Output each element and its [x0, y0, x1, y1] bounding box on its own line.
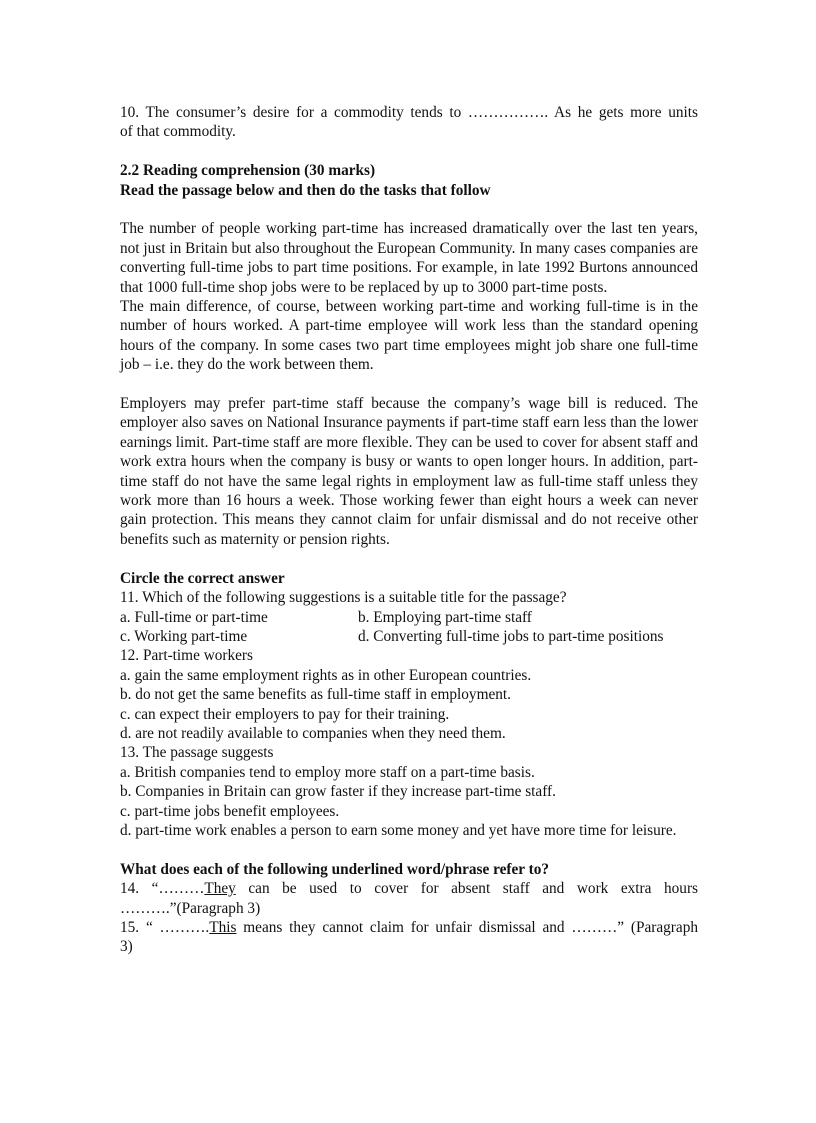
section-instruction: Read the passage below and then do the tasks that follow [120, 181, 491, 199]
question-10-line-2: of that commodity. [120, 123, 236, 141]
question-13-option-c[interactable]: c. part-time jobs benefit employees. [120, 802, 340, 820]
question-15-underlined-word: This [209, 918, 237, 936]
question-11-option-b[interactable]: b. Employing part-time staff [358, 608, 532, 626]
question-12 [120, 646, 698, 743]
question-12-option-d[interactable]: d. are not readily available to companies when they need them. [120, 724, 506, 742]
mcq-heading: Circle the correct answer [120, 569, 285, 587]
passage-paragraph-3: Employers may prefer part-time staff because the company’s wage bill is reduced. The employer also saves on National Insurance payments if part-time staff earn less than the lower earnings limit. Part-time staff are more flexible. They can be used to cover for absent staff and work extra hours when the company is busy or wants to open longer hours. In addition, part-time staff do not have the same legal rights in employment law as full-time staff unless they work more than 16 hours a week. Those working fewer than eight hours a week can never gain protection. This means they cannot claim for unfair dismissal and do not receive other benefits such as maternity or pension rights. [120, 395, 698, 548]
question-12-option-b[interactable]: b. do not get the same benefits as full-time staff in employment. [120, 686, 511, 704]
question-11-option-a[interactable]: a. Full-time or part-time [120, 608, 268, 626]
worksheet-page [120, 103, 698, 957]
question-10 [120, 103, 698, 142]
question-14-underlined-word: They [204, 880, 236, 898]
passage-paragraph-1: The number of people working part-time has increased dramatically over the last ten years, not just in Britain but also throughout the European Community. In many cases companies are converting full-time jobs to part time positions. For example, in late 1992 Burtons announced that 1000 full-time shop jobs were to be replaced by up to 3000 part-time posts. [120, 220, 698, 296]
question-13-option-b[interactable]: b. Companies in Britain can grow faster if they increase part-time staff. [120, 783, 556, 801]
question-15-line-2: 3) [120, 938, 133, 956]
question-11-option-d[interactable]: d. Converting full-time jobs to part-time positions [358, 627, 664, 645]
reference-heading: What does each of the following underlined word/phrase refer to? [120, 860, 550, 878]
question-14-prefix: 14. “……… [120, 880, 205, 898]
question-11-stem: 11. Which of the following suggestions is a suitable title for the passage? [120, 589, 567, 607]
passage-paragraph-2: The main difference, of course, between working part-time and working full-time is in the number of hours worked. A part-time employee will work less than the standard opening hours of the company. In some cases two part time employees might job share one full-time job – i.e. they do the work between them. [120, 298, 698, 374]
question-13-stem: 13. The passage suggests [120, 744, 274, 762]
question-14-rest: can be used to cover for absent staff and work extra hours [235, 880, 698, 898]
question-15 [120, 918, 698, 957]
section-title: 2.2 Reading comprehension (30 marks) [120, 162, 376, 180]
question-13 [120, 743, 698, 840]
question-13-option-a[interactable]: a. British companies tend to employ more staff on a part-time basis. [120, 763, 535, 781]
question-14 [120, 879, 698, 918]
question-15-line-1 [120, 918, 698, 937]
question-11 [120, 588, 698, 646]
question-12-option-c[interactable]: c. can expect their employers to pay for their training. [120, 705, 450, 723]
question-15-rest: means they cannot claim for unfair dismissal and ………” (Paragraph [236, 918, 698, 936]
question-12-option-a[interactable]: a. gain the same employment rights as in other European countries. [120, 666, 532, 684]
question-13-option-d[interactable]: d. part-time work enables a person to earn some money and yet have more time for leisure. [120, 821, 677, 839]
question-11-option-c[interactable]: c. Working part-time [120, 627, 248, 645]
question-14-line-1 [120, 879, 698, 898]
question-14-line-2: ……….”(Paragraph 3) [120, 899, 261, 917]
question-10-line-1: 10. The consumer’s desire for a commodity tends to ……………. As he gets more units [120, 104, 698, 121]
question-12-stem: 12. Part-time workers [120, 647, 253, 665]
question-15-prefix: 15. “ ………. [120, 918, 210, 936]
